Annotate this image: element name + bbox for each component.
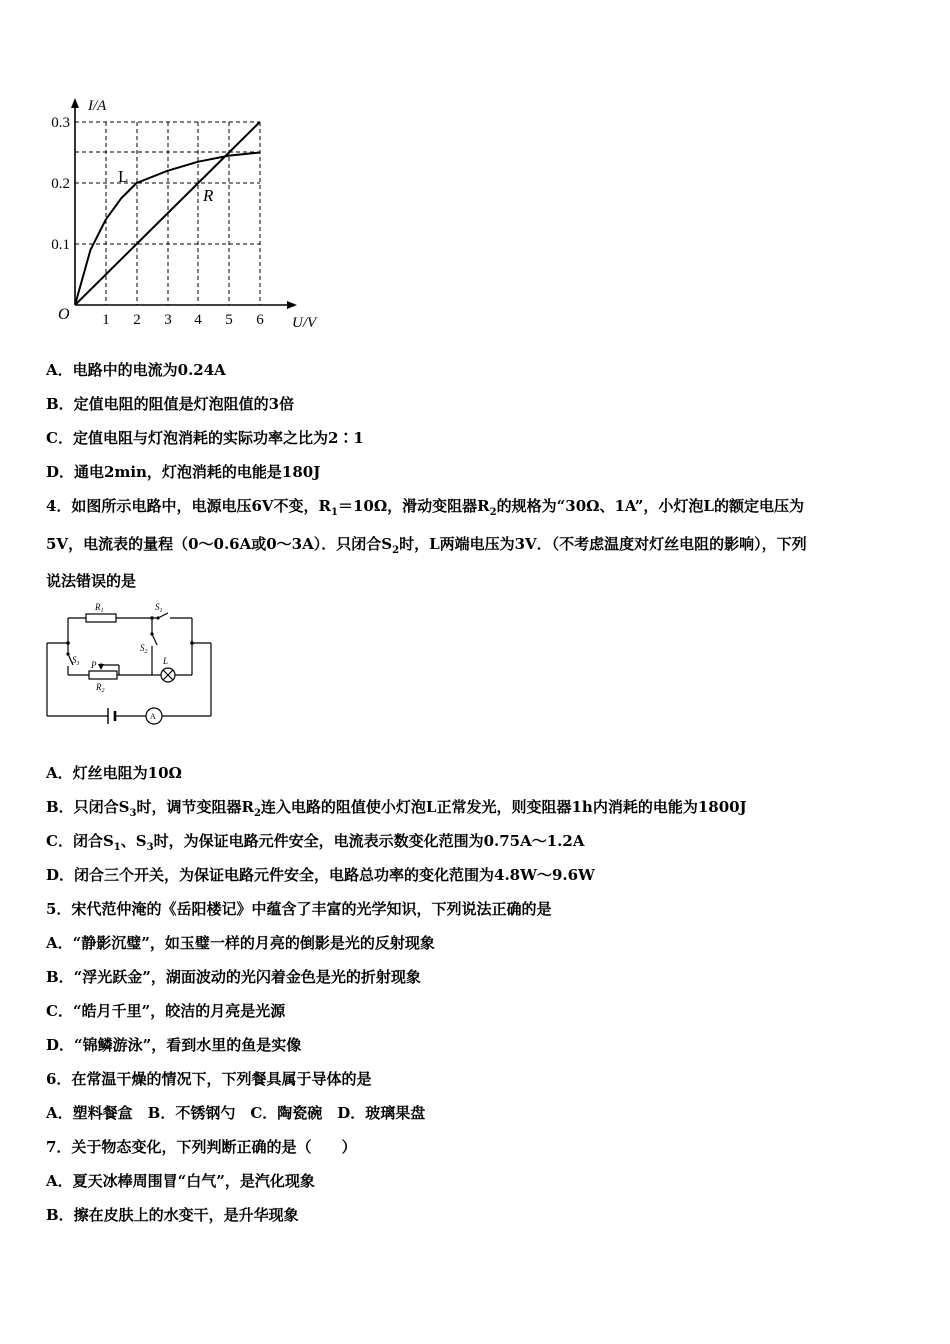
s1-label: S: [155, 602, 160, 612]
line-R: [75, 122, 260, 305]
q4-option-d: D．闭合三个开关，为保证电路元件安全，电路总功率的变化范围为4.8W～9.6W: [46, 866, 595, 884]
q4-stem-line1: 4．如图所示电路中，电源电压6V不变，$R_1=10\Omega$，滑动变阻器$R_2$的规格为“30Ω、1A”，小灯泡L的额定电压为: [46, 497, 804, 518]
y-axis-label: I/A: [88, 98, 107, 114]
q4-option-a: A．灯丝电阻为10Ω: [46, 764, 182, 782]
curve-L-label: L: [118, 167, 129, 186]
svg-text:S1: $S_1$: [155, 602, 163, 614]
origin-label: O: [58, 306, 70, 323]
q5-option-b: B．“浮光跃金”，湖面波动的光闪着金色是光的折射现象: [46, 968, 421, 986]
r2-label: R: [96, 682, 102, 692]
q7-option-a: A．夏天冰棒周围冒“白气”，是汽化现象: [46, 1172, 315, 1190]
axes: [71, 98, 297, 309]
y-tick-labels: [51, 115, 70, 253]
q7-option-b: B．擦在皮肤上的水变干，是升华现象: [46, 1206, 299, 1224]
y-tick-label: 0.1: [51, 237, 70, 253]
svg-text:R1: $R_1$: [95, 602, 104, 614]
x-tick-label: 6: [256, 312, 264, 328]
q4-stem-line3: 说法错误的是: [46, 572, 137, 590]
circuit-diagram: [42, 598, 217, 728]
q5-option-a: A．“静影沉璧”，如玉璧一样的月亮的倒影是光的反射现象: [46, 934, 435, 952]
line-R-label: R: [203, 186, 214, 205]
y-axis-arrow: [71, 98, 79, 108]
x-tick-label: 1: [102, 312, 110, 328]
ammeter-label: A: [150, 712, 156, 721]
q6-stem: 6．在常温干燥的情况下，下列餐具属于导体的是: [46, 1070, 372, 1088]
svg-text:S3: $S_3$: [72, 655, 80, 667]
q3-option-c: C．定值电阻与灯泡消耗的实际功率之比为2∶1: [46, 429, 364, 447]
r1-label: R: [95, 602, 101, 612]
x-axis-arrow: [287, 301, 297, 309]
svg-text:R2: $R_2$: [96, 682, 105, 694]
q3-option-a: A．电路中的电流为0.24A: [46, 361, 226, 379]
q7-stem: 7．关于物态变化，下列判断正确的是（ ）: [46, 1138, 357, 1156]
q5-option-d: D．“锦鳞游泳”，看到水里的鱼是实像: [46, 1036, 302, 1054]
q4-stem-line2: 5V，电流表的量程（0～0.6A或0～3A）．只闭合$S_2$时，L两端电压为3V．（不考虑温度对灯丝电阻的影响），下列: [46, 535, 807, 556]
y-tick-label: 0.3: [51, 115, 70, 131]
rheostat-r2: [89, 671, 117, 679]
x-tick-label: 5: [225, 312, 233, 328]
x-tick-labels: [102, 312, 264, 328]
x-tick-label: 4: [194, 312, 202, 328]
q5-stem: 5．宋代范仲淹的《岳阳楼记》中蕴含了丰富的光学知识，下列说法正确的是: [46, 900, 552, 918]
x-axis-label: U/V: [292, 315, 317, 331]
svg-text:S2: $S_2$: [140, 643, 148, 655]
q6-options: A．塑料餐盒 B．不锈钢勺 C．陶瓷碗 D．玻璃果盘: [46, 1104, 426, 1122]
q3-option-b: B．定值电阻的阻值是灯泡阻值的3倍: [46, 395, 295, 413]
resistor-r1: [86, 614, 116, 622]
iu-graph: [40, 90, 340, 340]
s2-label: S: [140, 643, 145, 653]
y-tick-label: 0.2: [51, 176, 70, 192]
x-tick-label: 2: [133, 312, 141, 328]
q4-option-c: C．闭合$S_1$、$S_3$时，为保证电路元件安全，电流表示数变化范围为0.75A～1.2A: [46, 832, 585, 853]
s3-label: S: [72, 655, 77, 665]
q4-option-b: B．只闭合$S_3$时，调节变阻器$R_2$连入电路的阻值使小灯泡L正常发光，则变阻器1h内消耗的电能为1800J: [46, 798, 747, 819]
q3-option-d: D．通电2min，灯泡消耗的电能是180J: [46, 463, 321, 481]
p-label: P: [91, 660, 97, 670]
l-label: L: [163, 656, 169, 666]
q5-option-c: C．“皓月千里”，皎洁的月亮是光源: [46, 1002, 286, 1020]
switch-s2-blade: [152, 634, 157, 645]
curve-L: [75, 153, 260, 306]
x-tick-label: 3: [164, 312, 172, 328]
